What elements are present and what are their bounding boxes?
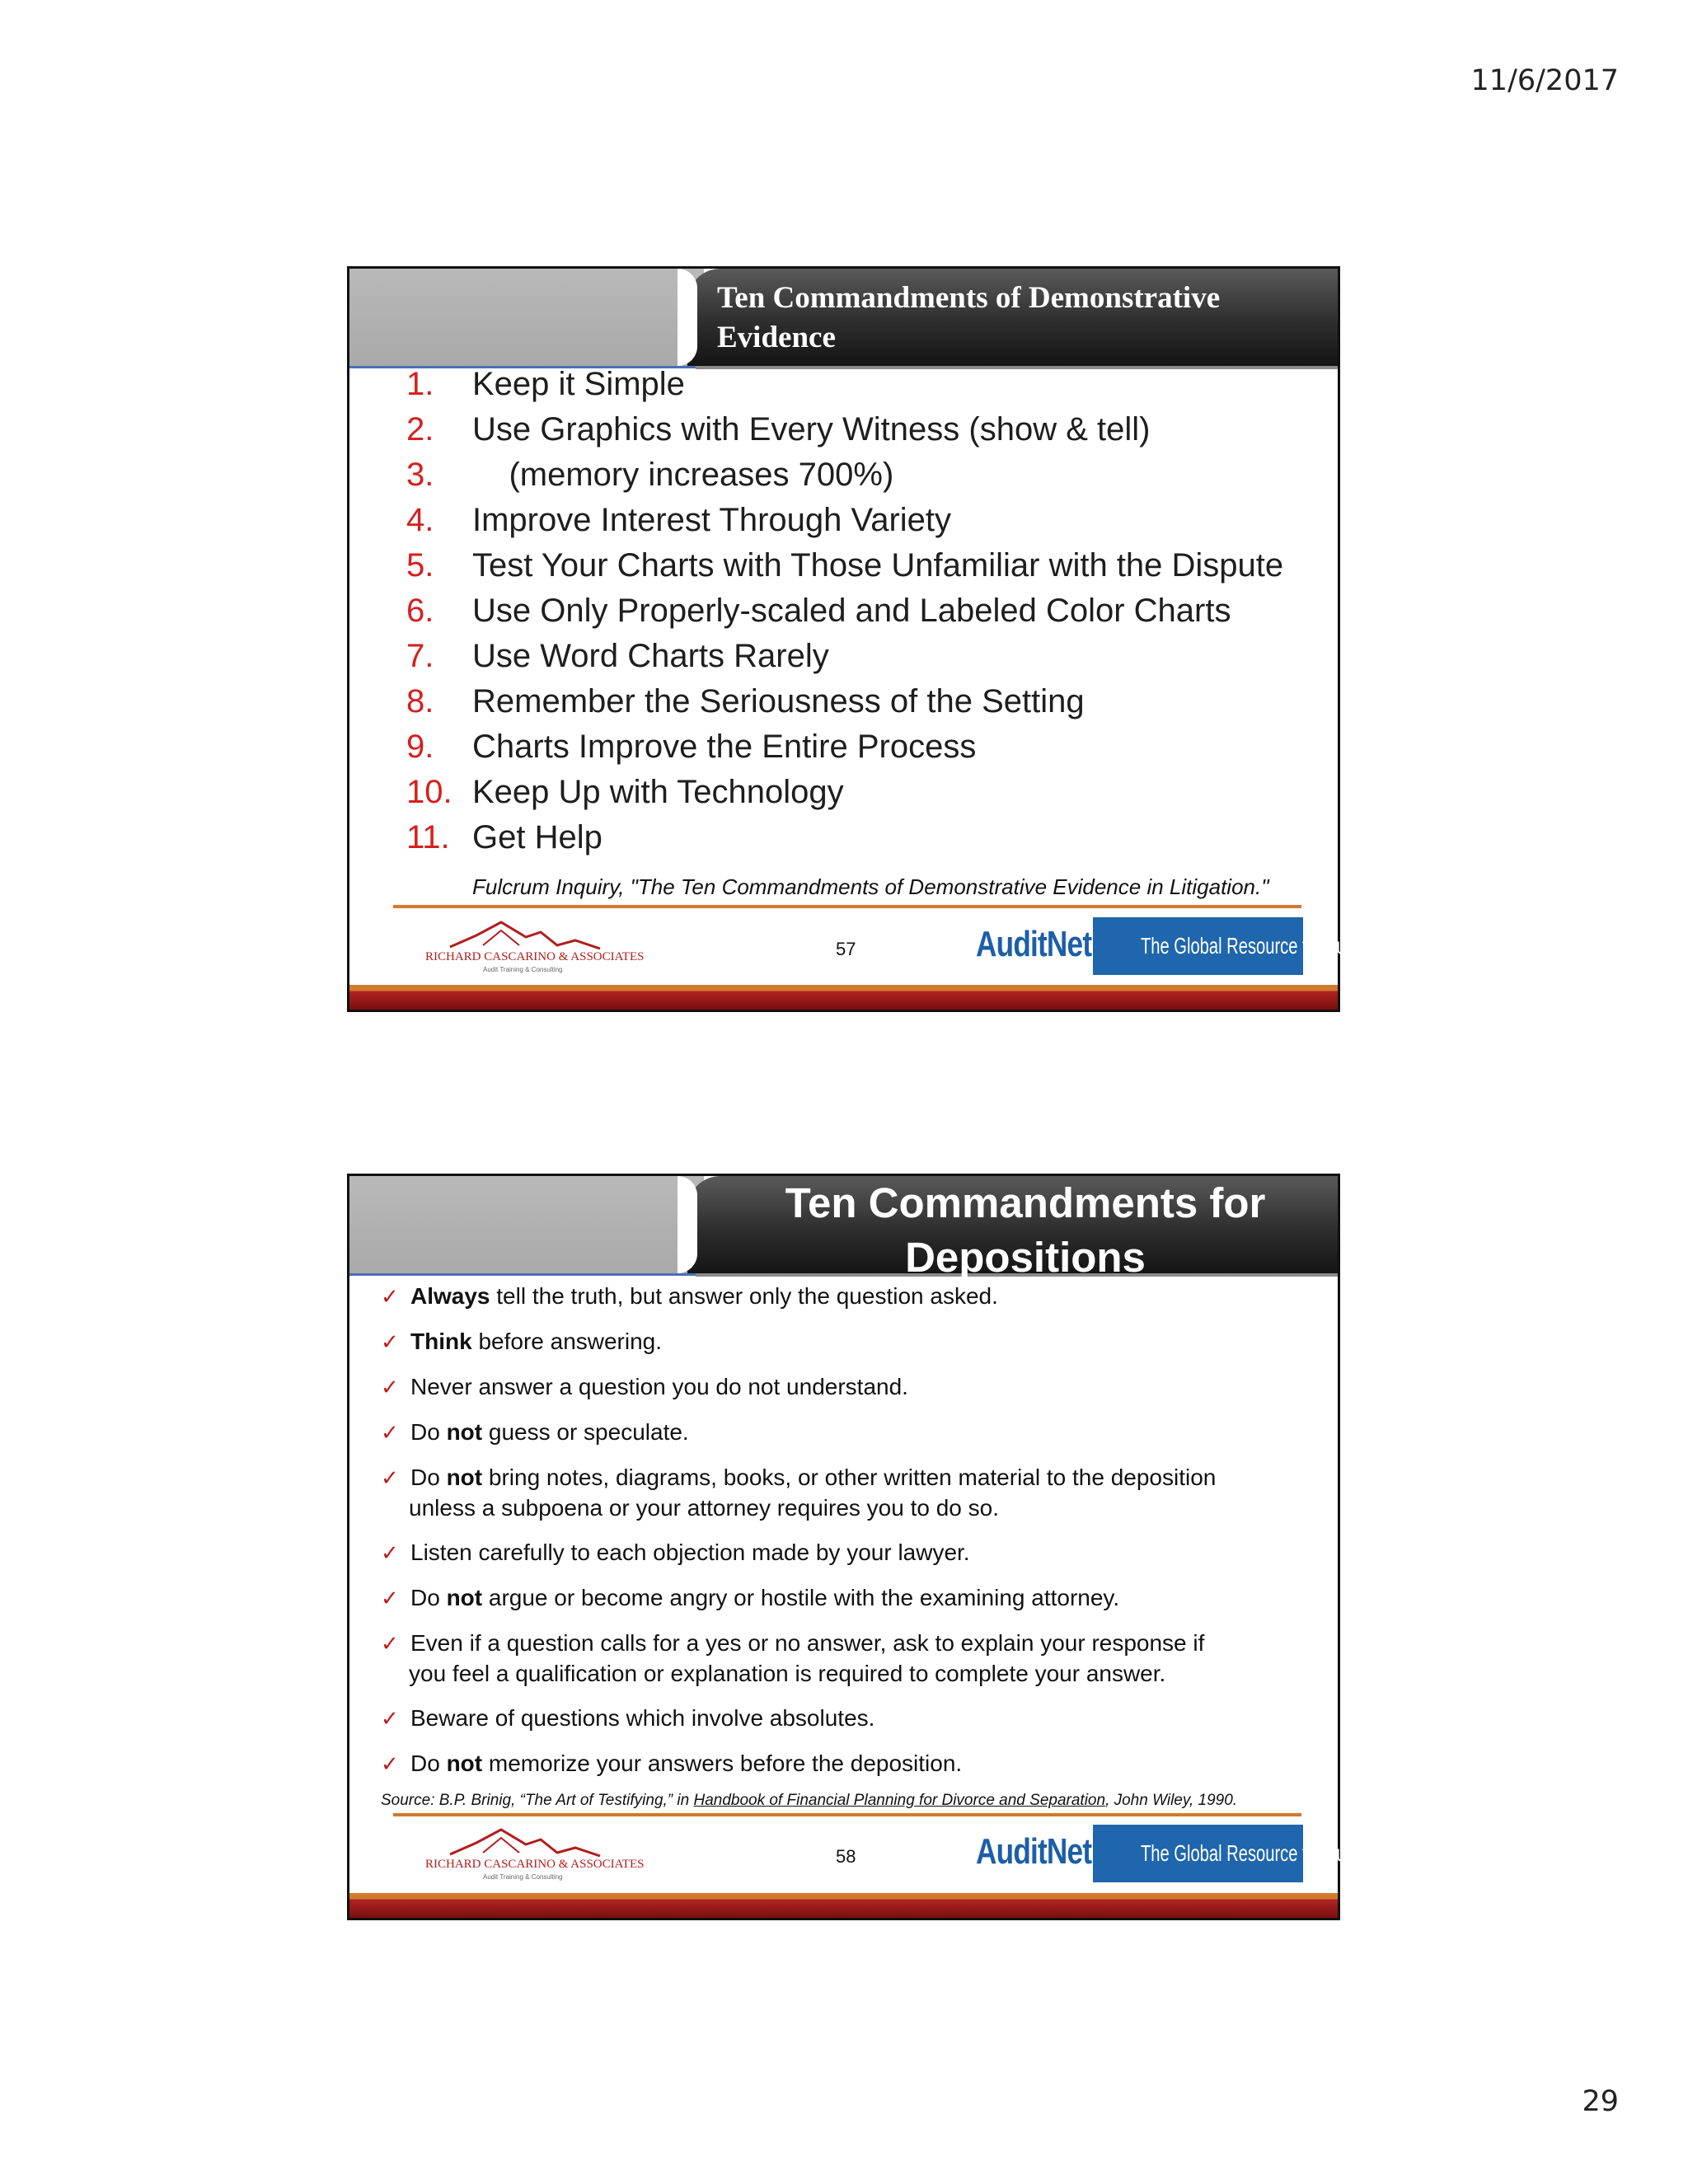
page-number: 29 [1582, 2085, 1619, 2118]
slide-footer [349, 1820, 1387, 1899]
page-date: 11/6/2017 [1470, 64, 1619, 97]
item-number: 4. [406, 502, 434, 538]
item-text: Improve Interest Through Variety [472, 502, 952, 538]
item-number: 3. [406, 457, 434, 493]
list-item [406, 770, 1338, 815]
item-text: Even if a question calls for a yes or no answer, ask to explain your response if [410, 1630, 1205, 1656]
item-continuation: unless a subpoena or your attorney requires you to do so. [409, 1495, 999, 1521]
item-number: 10. [406, 774, 452, 810]
item-text: Test Your Charts with Those Unfamiliar with the Dispute [472, 547, 1284, 583]
checkmark-icon: ✓ [381, 1376, 399, 1400]
list-item [381, 1327, 1329, 1357]
list-item [406, 362, 1338, 407]
list-item [406, 407, 1338, 452]
item-text: memorize your answers before the deposition. [482, 1750, 963, 1776]
slide-header [349, 1176, 1338, 1281]
list-item [381, 1538, 1329, 1568]
svg-text:Audit Training & Consulting: Audit Training & Consulting [483, 1873, 563, 1881]
slide-number: 57 [836, 939, 856, 959]
item-text: Never answer a question you do not understand. [410, 1374, 908, 1399]
item-text: Keep Up with Technology [472, 774, 844, 810]
item-emphasis: not [446, 1750, 483, 1776]
svg-text:RICHARD CASCARINO & ASSOCIATES: RICHARD CASCARINO & ASSOCIATES [425, 950, 645, 963]
checkmark-icon: ✓ [381, 1330, 399, 1355]
item-text: argue or become angry or hostile with the examining attorney. [482, 1585, 1120, 1610]
item-text: before answering. [471, 1329, 663, 1354]
item-text: (memory increases 700%) [472, 457, 894, 493]
item-number: 7. [406, 638, 434, 674]
list-item [406, 588, 1338, 634]
source-citation: Source: B.P. Brinig, “The Art of Testifying,” in Handbook of Financial Planning for Divorce and Separation, John Wiley, 1990. [381, 1792, 1238, 1809]
slide-header [349, 269, 1338, 366]
auditnet-tagline: The Global Resource for Auditors [1093, 917, 1303, 975]
item-text: Remember the Seriousness of the Setting [472, 683, 1085, 719]
footer-rule [393, 1813, 1301, 1816]
list-item [406, 498, 1338, 543]
slide-58 [347, 1174, 1387, 1920]
checkmark-icon: ✓ [381, 1466, 399, 1491]
auditnet-logo [976, 1825, 1387, 1882]
svg-text:RICHARD CASCARINO & ASSOCIATES: RICHARD CASCARINO & ASSOCIATES [425, 1858, 645, 1871]
footer-rule [393, 905, 1301, 908]
item-text: Do [410, 1585, 447, 1610]
slide-title: Ten Commandments for Depositions [785, 1179, 1266, 1281]
checkmark-icon: ✓ [381, 1632, 399, 1657]
item-text: Do [410, 1419, 447, 1445]
item-emphasis: Think [410, 1329, 472, 1354]
citation: Fulcrum Inquiry, "The Ten Commandments of Demonstrative Evidence in Litigation." [472, 874, 1269, 899]
checkmark-icon: ✓ [381, 1586, 399, 1611]
item-text: bring notes, diagrams, books, or other written material to the deposition [482, 1465, 1217, 1490]
item-text: Charts Improve the Entire Process [472, 729, 977, 765]
item-text: Listen carefully to each objection made by your lawyer. [410, 1540, 970, 1565]
list-item [406, 724, 1338, 770]
list-item [406, 679, 1338, 724]
item-text: Get Help [472, 819, 603, 855]
item-emphasis: Always [410, 1283, 490, 1309]
richard-cascarino-logo [425, 1825, 645, 1882]
list-item [406, 452, 1338, 498]
list-item [381, 1463, 1329, 1523]
checkmark-icon: ✓ [381, 1707, 399, 1732]
checkmark-icon: ✓ [381, 1541, 399, 1566]
list-item [381, 1749, 1329, 1779]
item-text: Do [410, 1750, 447, 1776]
list-item [381, 1282, 1329, 1312]
list-item [406, 634, 1338, 679]
item-number: 1. [406, 366, 434, 402]
list-item [406, 543, 1338, 588]
item-number: 11. [406, 819, 450, 855]
checkmark-icon: ✓ [381, 1752, 399, 1777]
item-number: 2. [406, 411, 434, 448]
item-text: Use Word Charts Rarely [472, 638, 829, 674]
auditnet-tagline: The Global Resource for Auditors [1093, 1825, 1303, 1882]
item-number: 8. [406, 683, 434, 719]
list-item [381, 1372, 1329, 1403]
richard-cascarino-logo [425, 917, 645, 975]
svg-text:Audit Training & Consulting: Audit Training & Consulting [483, 966, 563, 973]
list-item [381, 1418, 1329, 1448]
item-text: tell the truth, but answer only the question asked. [490, 1283, 998, 1309]
auditnet-wordmark: AuditNet [976, 924, 1092, 964]
item-number: 6. [406, 593, 434, 629]
list-item [381, 1704, 1329, 1734]
item-text: Do [410, 1465, 447, 1490]
slide-number: 58 [836, 1846, 856, 1867]
item-text: Keep it Simple [472, 366, 685, 402]
list-item [381, 1583, 1329, 1614]
bottom-band [349, 1893, 1338, 1918]
auditnet-logo [976, 917, 1387, 975]
slide-57 [347, 266, 1387, 1012]
slide-title: Ten Commandments of Demonstrative Evidence [717, 281, 1221, 354]
checkmark-icon: ✓ [381, 1285, 399, 1310]
commandment-list [406, 362, 1338, 860]
item-continuation: you feel a qualification or explanation is required to complete your answer. [409, 1661, 1166, 1686]
auditnet-wordmark: AuditNet [976, 1831, 1092, 1872]
item-emphasis: not [446, 1465, 483, 1490]
list-item [406, 815, 1338, 860]
item-number: 5. [406, 547, 434, 583]
deposition-list [381, 1282, 1329, 1794]
item-text: Beware of questions which involve absolutes. [410, 1705, 875, 1731]
bottom-band [349, 985, 1338, 1010]
slide-footer [349, 912, 1387, 991]
item-text: guess or speculate. [482, 1419, 689, 1445]
item-number: 9. [406, 729, 434, 765]
item-text: Use Only Properly-scaled and Labeled Color Charts [472, 593, 1231, 629]
list-item [381, 1629, 1329, 1689]
item-emphasis: not [446, 1419, 483, 1445]
item-emphasis: not [446, 1585, 483, 1610]
checkmark-icon: ✓ [381, 1421, 399, 1446]
item-text: Use Graphics with Every Witness (show & tell) [472, 411, 1151, 448]
